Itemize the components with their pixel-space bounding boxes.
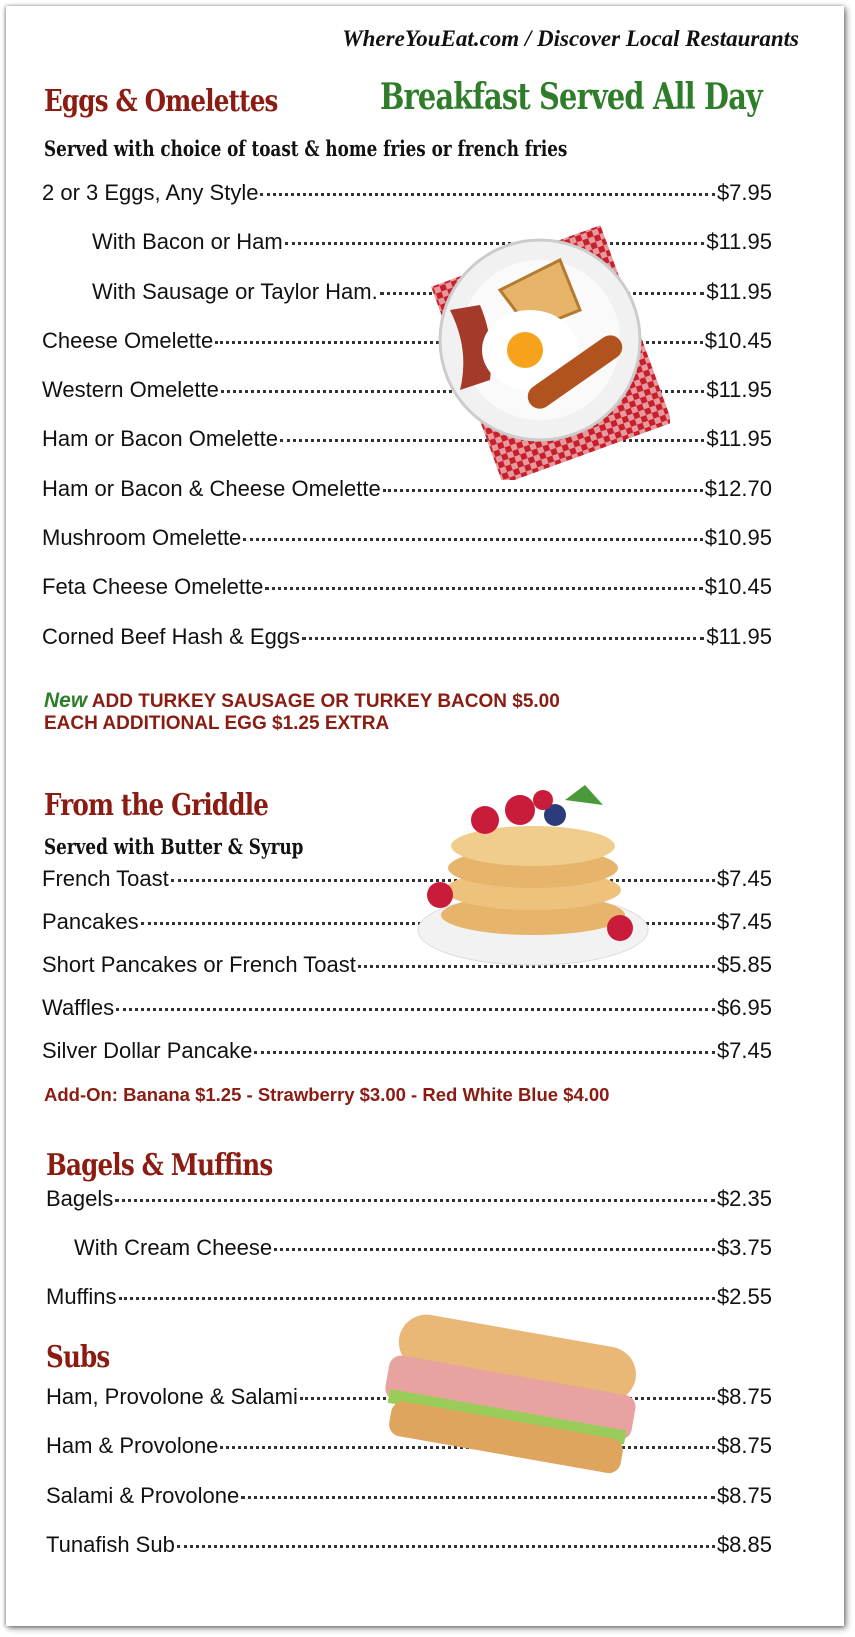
breakfast-banner: Breakfast Served All Day [380, 76, 762, 118]
item-name: Corned Beef Hash & Eggs [42, 623, 301, 649]
item-name: Ham or Bacon & Cheese Omelette [42, 475, 381, 501]
dot-leader [177, 1545, 715, 1548]
menu-item [46, 1186, 772, 1235]
menu-item [42, 476, 772, 525]
menu-item [42, 525, 772, 574]
menu-item [42, 995, 772, 1038]
menu-item [42, 624, 772, 673]
item-name: Pancakes [42, 909, 139, 934]
item-name: Salami & Provolone [46, 1482, 240, 1508]
extra-egg-note: EACH ADDITIONAL EGG $1.25 EXTRA [44, 713, 390, 734]
item-price: $10.45 [704, 574, 772, 600]
addon-text: Banana $1.25 - Strawberry $3.00 - Red White Blue $4.00 [123, 1084, 610, 1105]
item-price: $2.55 [716, 1284, 772, 1309]
griddle-heading: From the Griddle [44, 788, 269, 823]
menu-item [42, 952, 772, 995]
dot-leader [116, 1008, 715, 1011]
sub-sandwich-photo [370, 1310, 650, 1490]
menu-item [46, 1235, 772, 1284]
item-name: With Sausage or Taylor Ham. [92, 278, 378, 304]
eggs-note [44, 690, 560, 735]
addon-label: Add-On: [44, 1084, 118, 1105]
dot-leader [265, 587, 702, 590]
menu-item [42, 1038, 772, 1081]
eggs-bacon-photo [420, 210, 670, 480]
pancakes-photo [415, 780, 650, 980]
dot-leader [115, 1199, 715, 1202]
menu-item [42, 574, 772, 623]
dot-leader [274, 1248, 715, 1251]
item-price: $8.75 [716, 1433, 772, 1459]
item-name: Waffles [42, 995, 115, 1020]
item-price: $6.95 [716, 995, 772, 1020]
dot-leader [243, 538, 702, 541]
item-name: Tunafish Sub [46, 1531, 175, 1557]
item-name: With Bacon or Ham [92, 229, 283, 255]
item-price: $7.45 [716, 909, 772, 934]
item-name: Bagels [46, 1186, 114, 1211]
eggs-subtitle: Served with choice of toast & home fries or french fries [44, 136, 568, 161]
subs-heading: Subs [46, 1340, 110, 1375]
item-name: Ham or Bacon Omelette [42, 426, 278, 452]
griddle-list [42, 866, 772, 1081]
menu-item [42, 909, 772, 952]
item-name: 2 or 3 Eggs, Any Style [42, 180, 259, 205]
item-name: Silver Dollar Pancake [42, 1038, 253, 1063]
item-name: Mushroom Omelette [42, 525, 242, 551]
item-price: $2.35 [716, 1186, 772, 1211]
dot-leader [260, 193, 714, 196]
site-credit: WhereYouEat.com / Discover Local Restaurants [342, 26, 799, 51]
griddle-addons [44, 1084, 609, 1106]
item-price: $5.85 [716, 952, 772, 977]
menu-item [42, 866, 772, 909]
item-price: $3.75 [716, 1235, 772, 1260]
dot-leader [254, 1051, 715, 1054]
item-price: $8.75 [716, 1384, 772, 1409]
item-name: With Cream Cheese [74, 1235, 273, 1260]
item-price: $11.95 [706, 229, 772, 255]
item-name: Muffins [46, 1284, 117, 1309]
item-price: $7.45 [716, 1038, 772, 1063]
item-price: $12.70 [704, 475, 772, 501]
item-price: $8.75 [716, 1482, 772, 1508]
item-price: $11.95 [706, 623, 772, 649]
item-price: $7.95 [716, 180, 772, 205]
item-price: $10.45 [704, 327, 772, 353]
item-name: French Toast [42, 866, 169, 891]
item-price: $7.45 [716, 866, 772, 891]
griddle-subtitle: Served with Butter & Syrup [44, 834, 304, 859]
item-name: Western Omelette [42, 377, 219, 403]
item-name: Short Pancakes or French Toast [42, 952, 356, 977]
item-price: $11.95 [706, 377, 772, 403]
item-price: $8.85 [716, 1531, 772, 1557]
dot-leader [383, 489, 703, 492]
eggs-heading: Eggs & Omelettes [44, 84, 278, 119]
menu-item [46, 1532, 772, 1581]
item-price: $10.95 [704, 525, 772, 551]
item-price: $11.95 [706, 426, 772, 452]
new-badge: New [44, 689, 88, 712]
item-name: Ham, Provolone & Salami [46, 1384, 298, 1409]
item-price: $11.95 [706, 278, 772, 304]
bagels-heading: Bagels & Muffins [46, 1148, 273, 1183]
item-name: Ham & Provolone [46, 1433, 219, 1459]
dot-leader [302, 637, 704, 640]
item-name: Feta Cheese Omelette [42, 574, 264, 600]
item-name: Cheese Omelette [42, 327, 214, 353]
dot-leader [119, 1297, 715, 1300]
turkey-note: ADD TURKEY SAUSAGE OR TURKEY BACON $5.00 [91, 691, 560, 712]
dot-leader [241, 1496, 715, 1499]
